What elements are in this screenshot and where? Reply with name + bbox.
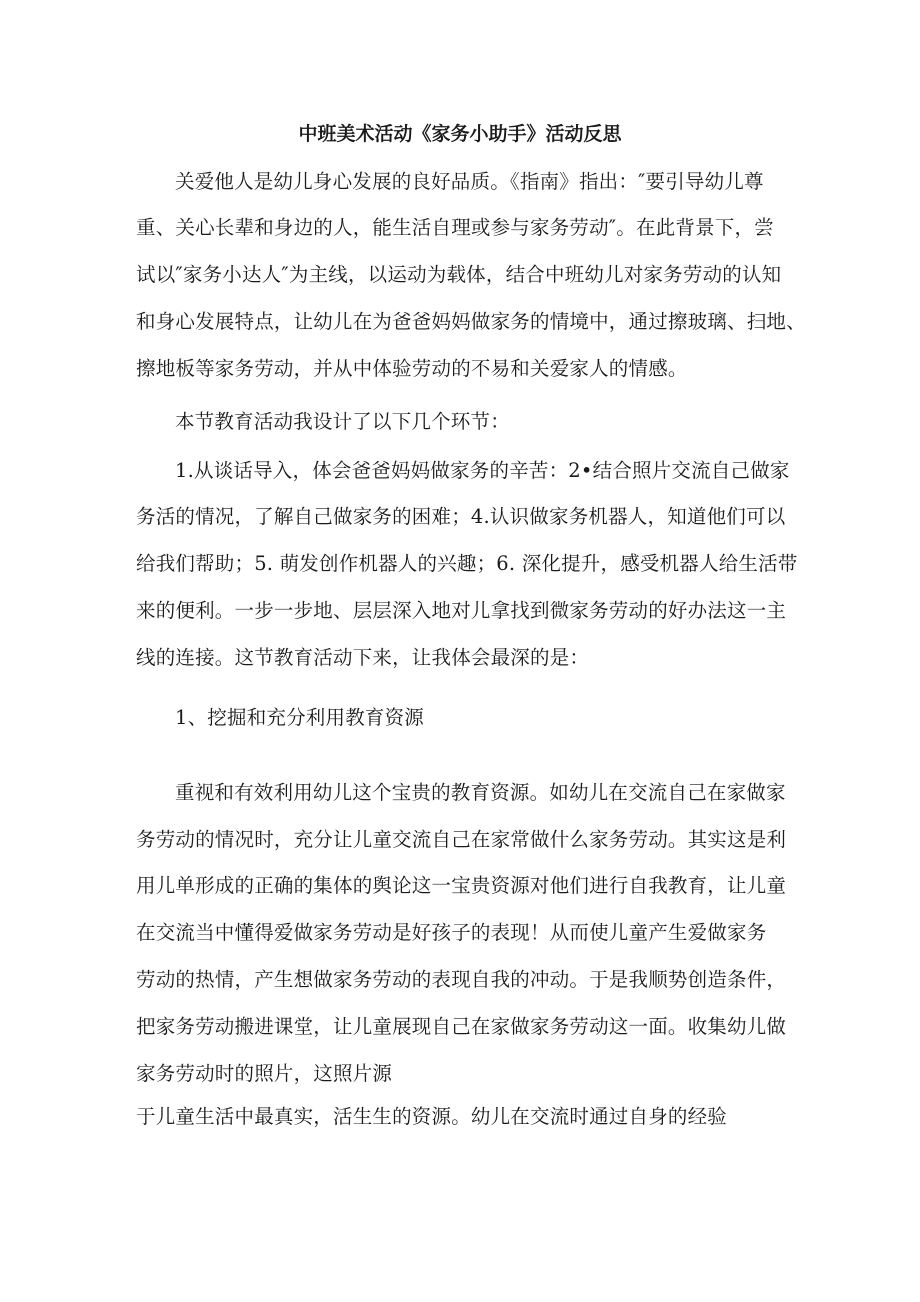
paragraph-line: 1.从谈话导入，体会爸爸妈妈做家务的辛苦：2•结合照片交流自己做家: [175, 459, 790, 482]
paragraph-line: 线的连接。这节教育活动下来，让我体会最深的是：: [136, 646, 590, 669]
paragraph-line: 来的便利。一步一步地、层层深入地对儿拿找到微家务劳动的好办法这一主: [136, 599, 787, 622]
paragraph-line: 重视和有效利用幼儿这个宝贵的教育资源。如幼儿在交流自己在家做家: [175, 781, 786, 804]
paragraph-line: 务活的情况，了解自己做家务的困难；4.认识做家务机器人，知道他们可以: [136, 505, 786, 528]
paragraph-line: 给我们帮助；5. 萌发创作机器人的兴趣；6. 深化提升，感受机器人给生活带: [136, 552, 798, 575]
section-heading: 1、挖掘和充分利用教育资源: [175, 706, 425, 729]
paragraph-line: 把家务劳动搬进课堂，让儿童展现自己在家做家务劳动这一面。收集幼儿做: [136, 1015, 787, 1038]
paragraph-line: 重、关心长辈和身边的人，能生活自理或参与家务劳动″。在此背景下，尝: [136, 216, 774, 239]
paragraph-line: 和身心发展特点，让幼儿在为爸爸妈妈做家务的情境中，通过擦玻璃、扫地、: [136, 310, 806, 333]
paragraph-line: 本节教育活动我设计了以下几个环节：: [175, 410, 510, 433]
paragraph-line: 家务劳动时的照片，这照片源: [136, 1062, 393, 1085]
document-title: 中班美术活动《家务小助手》活动反思: [298, 123, 622, 145]
paragraph-line: 关爱他人是幼儿身心发展的良好品质。《指南》指出：″要引导幼儿尊: [175, 170, 764, 193]
paragraph-line: 劳动的热情，产生想做家务劳动的表现自我的冲动。于是我顺势创造条件，: [136, 968, 787, 991]
paragraph-line: 试以″家务小达人″为主线，以运动为载体，结合中班幼儿对家务劳动的认知: [136, 263, 782, 286]
paragraph-line: 务劳动的情况时，充分让儿童交流自己在家常做什么家务劳动。其实这是利: [136, 828, 787, 851]
paragraph-line: 擦地板等家务劳动，并从中体验劳动的不易和关爱家人的情感。: [136, 357, 688, 380]
paragraph-line: 在交流当中懂得爱做家务劳动是好孩子的表现！从而使儿童产生爱做家务: [136, 921, 767, 944]
paragraph-line: 于儿童生活中最真实，活生生的资源。幼儿在交流时通过自身的经验: [136, 1105, 728, 1128]
paragraph-line: 用儿单形成的正确的集体的舆论这一宝贵资源对他们进行自我教育，让儿童: [136, 874, 787, 897]
